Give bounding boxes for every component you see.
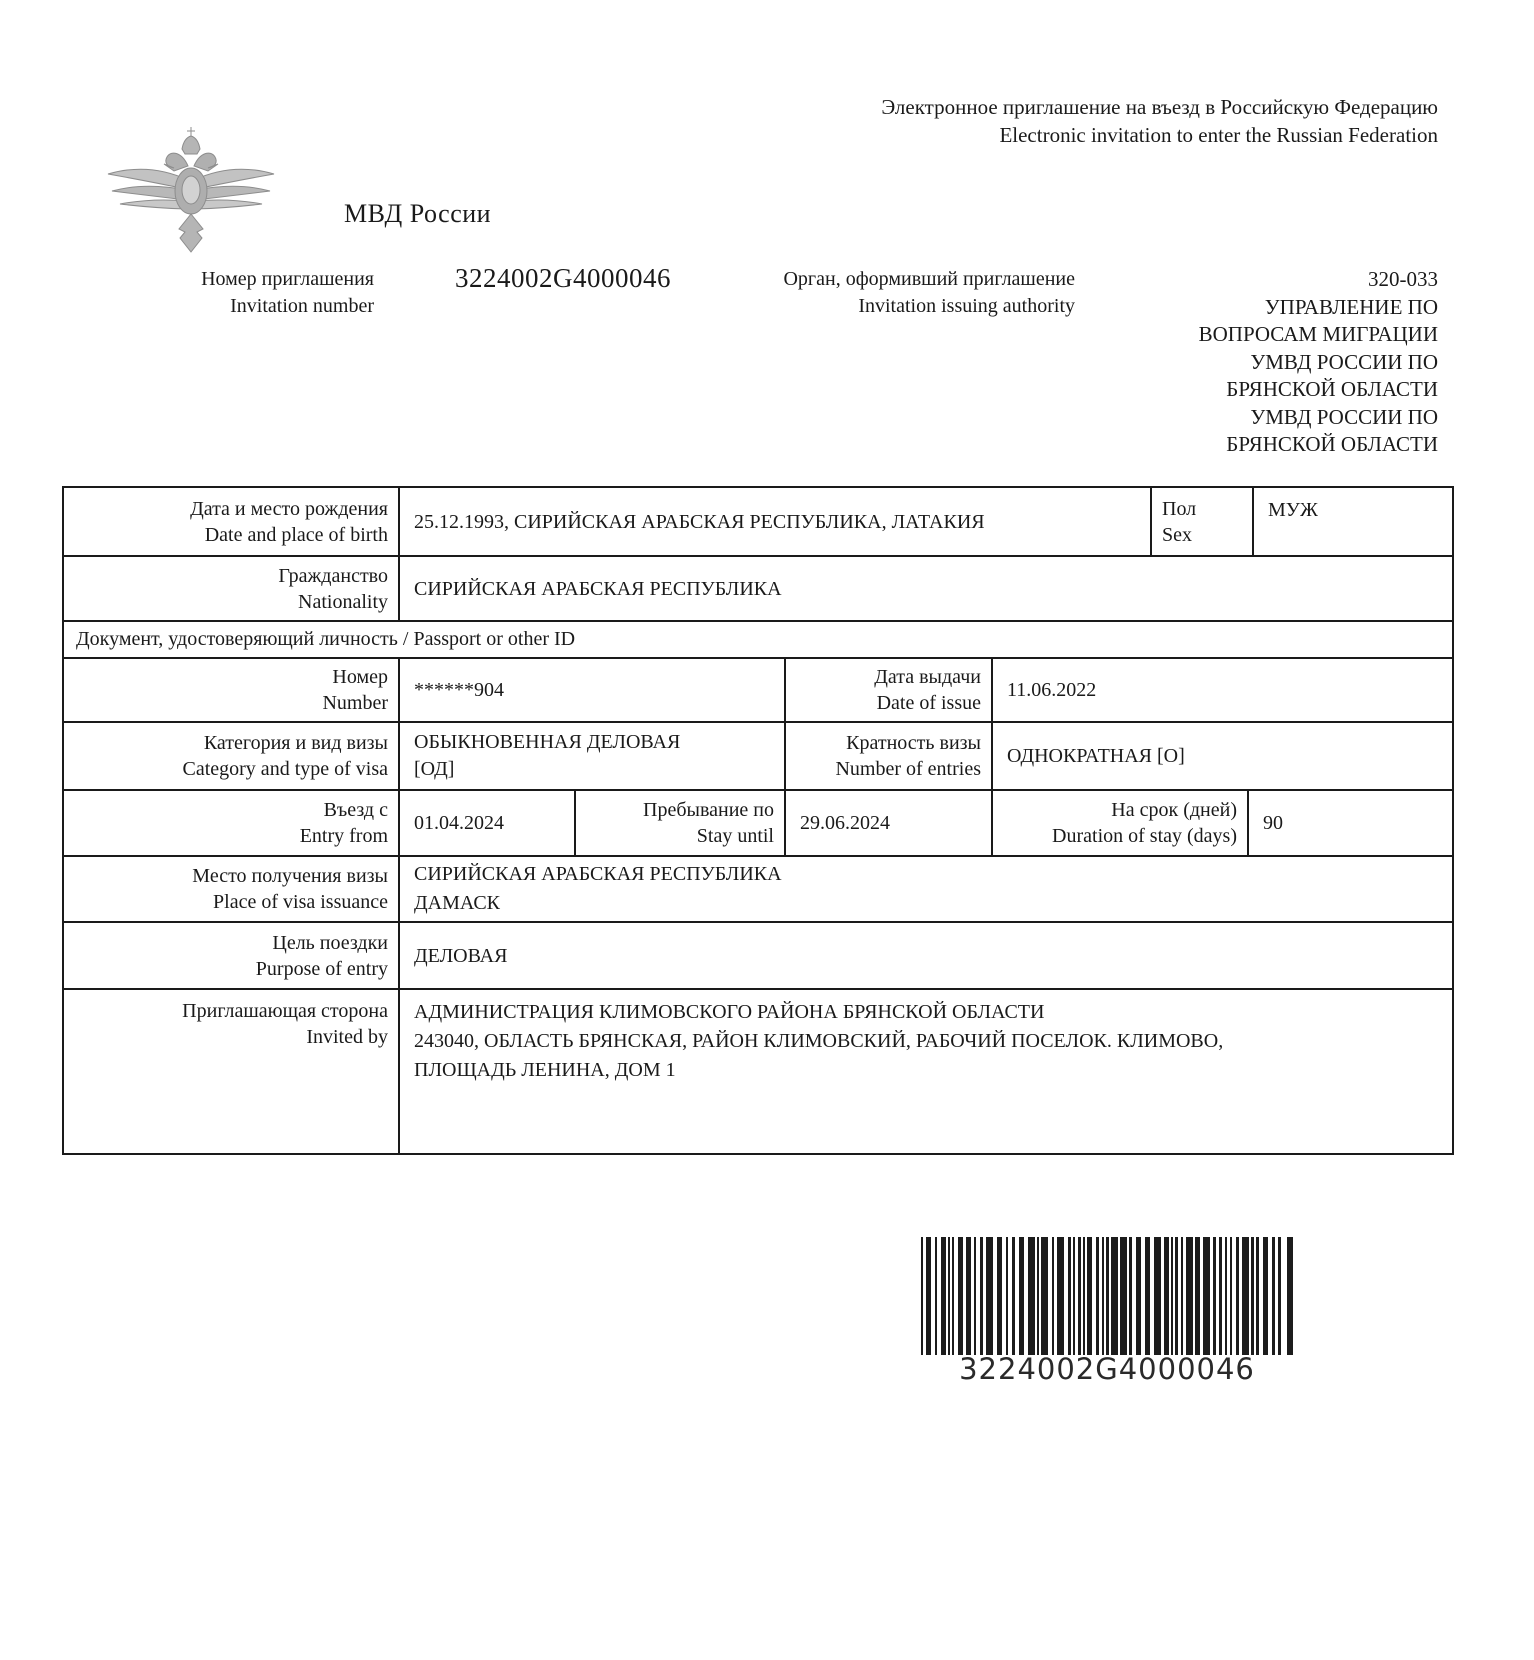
invitation-number-label-ru: Номер приглашения xyxy=(201,268,374,290)
visa-category-value: ОБЫКНОВЕННАЯ ДЕЛОВАЯ [ОД] xyxy=(398,723,784,789)
barcode-number: 3224002G4000046 xyxy=(959,1352,1255,1386)
table-row-invited-by xyxy=(64,988,1452,1153)
entry-from-label: Въезд с Entry from xyxy=(299,799,388,847)
document-title xyxy=(718,93,1438,149)
entries-value: ОДНОКРАТНАЯ [О] xyxy=(991,723,1452,789)
sex-value: МУЖ xyxy=(1252,488,1452,555)
birth-label: Дата и место рождения Date and place of birth xyxy=(190,497,388,546)
doc-number-label: Номер Number xyxy=(322,666,388,714)
invited-by-label: Приглашающая сторона Invited by xyxy=(182,1000,388,1048)
nationality-label: Гражданство Nationality xyxy=(278,564,388,613)
mvd-double-headed-eagle-icon xyxy=(103,116,279,264)
duration-label: На срок (дней) Duration of stay (days) xyxy=(991,791,1247,855)
birth-value: 25.12.1993, СИРИЙСКАЯ АРАБСКАЯ РЕСПУБЛИКА, ЛАТАКИЯ xyxy=(398,488,1150,555)
document-title-en: Electronic invitation to enter the Russian Federation xyxy=(999,123,1438,147)
purpose-value: ДЕЛОВАЯ xyxy=(398,923,1452,988)
nationality-value: СИРИЙСКАЯ АРАБСКАЯ РЕСПУБЛИКА xyxy=(398,557,1452,620)
stay-until-label: Пребывание по Stay until xyxy=(574,791,784,855)
authority-line: УПРАВЛЕНИЕ ПО xyxy=(1264,294,1438,319)
table-row-entry-dates xyxy=(64,789,1452,855)
doc-number-value: ******904 xyxy=(398,659,784,721)
purpose-label: Цель поездки Purpose of entry xyxy=(255,931,388,980)
table-row-visa-place xyxy=(64,855,1452,921)
invitation-number-label xyxy=(100,266,374,320)
authority-line: УМВД РОССИИ ПО xyxy=(1250,404,1438,429)
authority-line: БРЯНСКОЙ ОБЛАСТИ xyxy=(1226,377,1438,401)
entries-label: Кратность визы Number of entries xyxy=(784,723,991,789)
invited-by-value: АДМИНИСТРАЦИЯ КЛИМОВСКОГО РАЙОНА БРЯНСКОЙ ОБЛАСТИ 243040, ОБЛАСТЬ БРЯНСКАЯ, РАЙОН КЛИМОВСКИЙ, РАБОЧИЙ ПОСЕЛОК. КЛИМОВО, ПЛОЩАДЬ ЛЕНИНА, ДОМ 1 xyxy=(398,990,1452,1153)
authority-line: БРЯНСКОЙ ОБЛАСТИ xyxy=(1226,432,1438,456)
agency-name: МВД России xyxy=(344,199,492,228)
table-row-purpose xyxy=(64,921,1452,988)
stay-until-value: 29.06.2024 xyxy=(784,791,991,855)
invitation-number-value: 3224002G4000046 xyxy=(455,263,671,293)
invitation-number-label-en: Invitation number xyxy=(230,295,374,317)
issue-date-label: Дата выдачи Date of issue xyxy=(784,659,991,721)
visa-place-value: СИРИЙСКАЯ АРАБСКАЯ РЕСПУБЛИКА ДАМАСК xyxy=(398,857,1452,921)
authority-line: ВОПРОСАМ МИГРАЦИИ xyxy=(1198,322,1438,346)
table-row-visa-category xyxy=(64,721,1452,789)
table-row-document-header xyxy=(64,620,1452,657)
table-row-nationality xyxy=(64,555,1452,620)
barcode xyxy=(921,1237,1293,1355)
invitation-table xyxy=(62,486,1454,1155)
table-row-birth xyxy=(64,488,1452,555)
visa-place-label: Место получения визы Place of visa issuance xyxy=(192,865,388,913)
issuing-authority-label-ru: Орган, оформивший приглашение xyxy=(783,268,1075,290)
authority-line: 320-033 xyxy=(1368,267,1438,291)
visa-category-label: Категория и вид визы Category and type of visa xyxy=(182,732,388,780)
issuing-authority-value xyxy=(1018,266,1438,459)
duration-value: 90 xyxy=(1247,791,1452,855)
authority-line: УМВД РОССИИ ПО xyxy=(1250,349,1438,374)
issue-date-value: 11.06.2022 xyxy=(991,659,1452,721)
entry-from-value: 01.04.2024 xyxy=(398,791,574,855)
sex-label: Пол Sex xyxy=(1150,488,1252,555)
table-row-doc-number xyxy=(64,657,1452,721)
issuing-authority-label-en: Invitation issuing authority xyxy=(858,295,1075,317)
document-title-ru: Электронное приглашение на въезд в Российскую Федерацию xyxy=(881,95,1438,119)
document-header: Документ, удостоверяющий личность / Passport or other ID xyxy=(76,628,576,650)
